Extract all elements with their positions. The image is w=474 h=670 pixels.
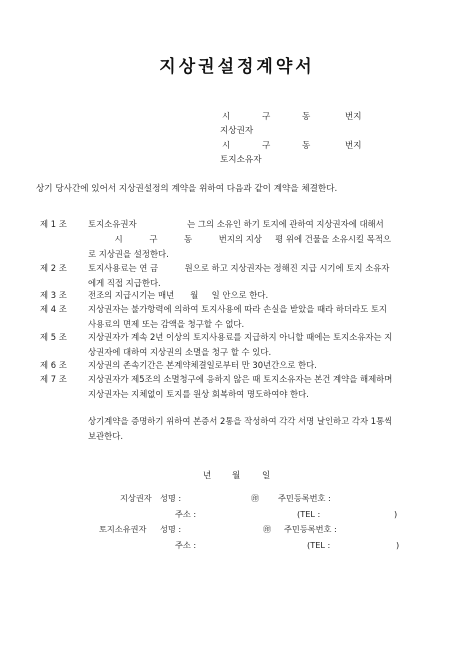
landowner-dong: 동 — [302, 141, 311, 151]
landowner-lot: 번지 — [345, 141, 362, 151]
address-label: 주소 : — [175, 509, 197, 519]
article-6 — [40, 358, 438, 373]
tel-close: ) — [394, 509, 398, 519]
article-line: 토지소유권자 는 그의 소유인 하기 토지에 관하여 지상권자에 대해서 — [88, 219, 384, 229]
tel-open: (TEL : — [297, 509, 321, 519]
article-line: 지상권자가 계속 2년 이상의 토지사용료를 지급하지 아니할 때에는 토지소유자는 지 — [88, 332, 393, 342]
article-2 — [40, 261, 438, 291]
article-line: 지상권의 존속기간은 본계약체결일로부터 만 30년간으로 한다. — [88, 360, 317, 370]
closing-paragraph — [88, 414, 438, 444]
superficiary-lot: 번지 — [345, 112, 362, 122]
seal-mark: ㊞ — [251, 493, 260, 503]
date-year: 년 — [203, 471, 212, 481]
id-number-label: 주민등록번호 : — [278, 493, 331, 503]
article-3 — [40, 288, 438, 303]
name-label: 성명 : — [160, 493, 182, 503]
landowner-district: 구 — [262, 141, 271, 151]
article-line: 시 구 동 번지의 지상 평 위에 건물을 소유시킬 목적으 — [88, 234, 392, 244]
address-label: 주소 : — [175, 540, 197, 550]
superficiary-district: 구 — [262, 112, 271, 122]
article-4 — [40, 302, 438, 332]
date-month: 월 — [232, 471, 241, 481]
article-number: 제 1 조 — [40, 219, 67, 229]
article-5 — [40, 330, 438, 360]
article-line: 로 지상권을 설정한다. — [88, 249, 169, 259]
intro-paragraph: 상기 당사간에 있어서 지상권설정의 계약을 위하여 다음과 같이 계약을 체결한다. — [36, 184, 338, 194]
landowner-label: 토지소유자 — [220, 155, 262, 165]
article-line: 전조의 지급시기는 매년 월 일 안으로 한다. — [88, 290, 269, 300]
article-line: 지상권자는 지체없이 토지를 원상 회복하여 명도하여야 한다. — [88, 389, 309, 399]
tel-close: ) — [396, 540, 400, 550]
signer-role: 토지소유권자 — [99, 524, 147, 534]
name-label: 성명 : — [160, 524, 182, 534]
id-number-label: 주민등록번호 : — [284, 524, 337, 534]
article-line: 지상권자가 제5조의 소멸청구에 응하지 않은 때 토지소유자는 본건 계약을 해제하며 — [88, 374, 393, 384]
article-number: 제 6 조 — [40, 360, 67, 370]
tel-open: (TEL : — [307, 540, 331, 550]
article-number: 제 2 조 — [40, 263, 67, 273]
date-day: 일 — [262, 471, 271, 481]
article-number: 제 4 조 — [40, 304, 67, 314]
article-number: 제 5 조 — [40, 332, 67, 342]
superficiary-city: 시 — [222, 112, 231, 122]
landowner-city: 시 — [222, 141, 231, 151]
article-line: 에게 직접 지급한다. — [88, 278, 161, 288]
article-line: 토지사용료는 연 금 원으로 하고 지상권자는 정해진 지급 시기에 토지 소유자 — [88, 263, 390, 273]
document-title: 지상권설정계약서 — [159, 57, 315, 77]
article-number: 제 3 조 — [40, 290, 67, 300]
article-1 — [40, 217, 438, 262]
seal-mark: ㊞ — [263, 524, 272, 534]
signer-role: 지상권자 — [120, 493, 152, 503]
article-line: 지상권자는 불가항력에 의하여 토지사용에 따라 손실을 받았을 때라 하더라도 토지 — [88, 304, 388, 314]
closing-line: 보관한다. — [88, 431, 124, 441]
superficiary-dong: 동 — [302, 112, 311, 122]
closing-line: 상기계약을 증명하기 위하여 본증서 2통을 작성하여 각각 서명 날인하고 각자 1통씩 — [88, 416, 393, 426]
article-7 — [40, 372, 438, 402]
article-line: 사용료의 면제 또는 감액을 청구할 수 없다. — [88, 319, 245, 329]
article-line: 상권자에 대하여 지상권의 소멸을 청구 할 수 있다. — [88, 347, 272, 357]
superficiary-label: 지상권자 — [220, 126, 254, 136]
article-number: 제 7 조 — [40, 374, 67, 384]
